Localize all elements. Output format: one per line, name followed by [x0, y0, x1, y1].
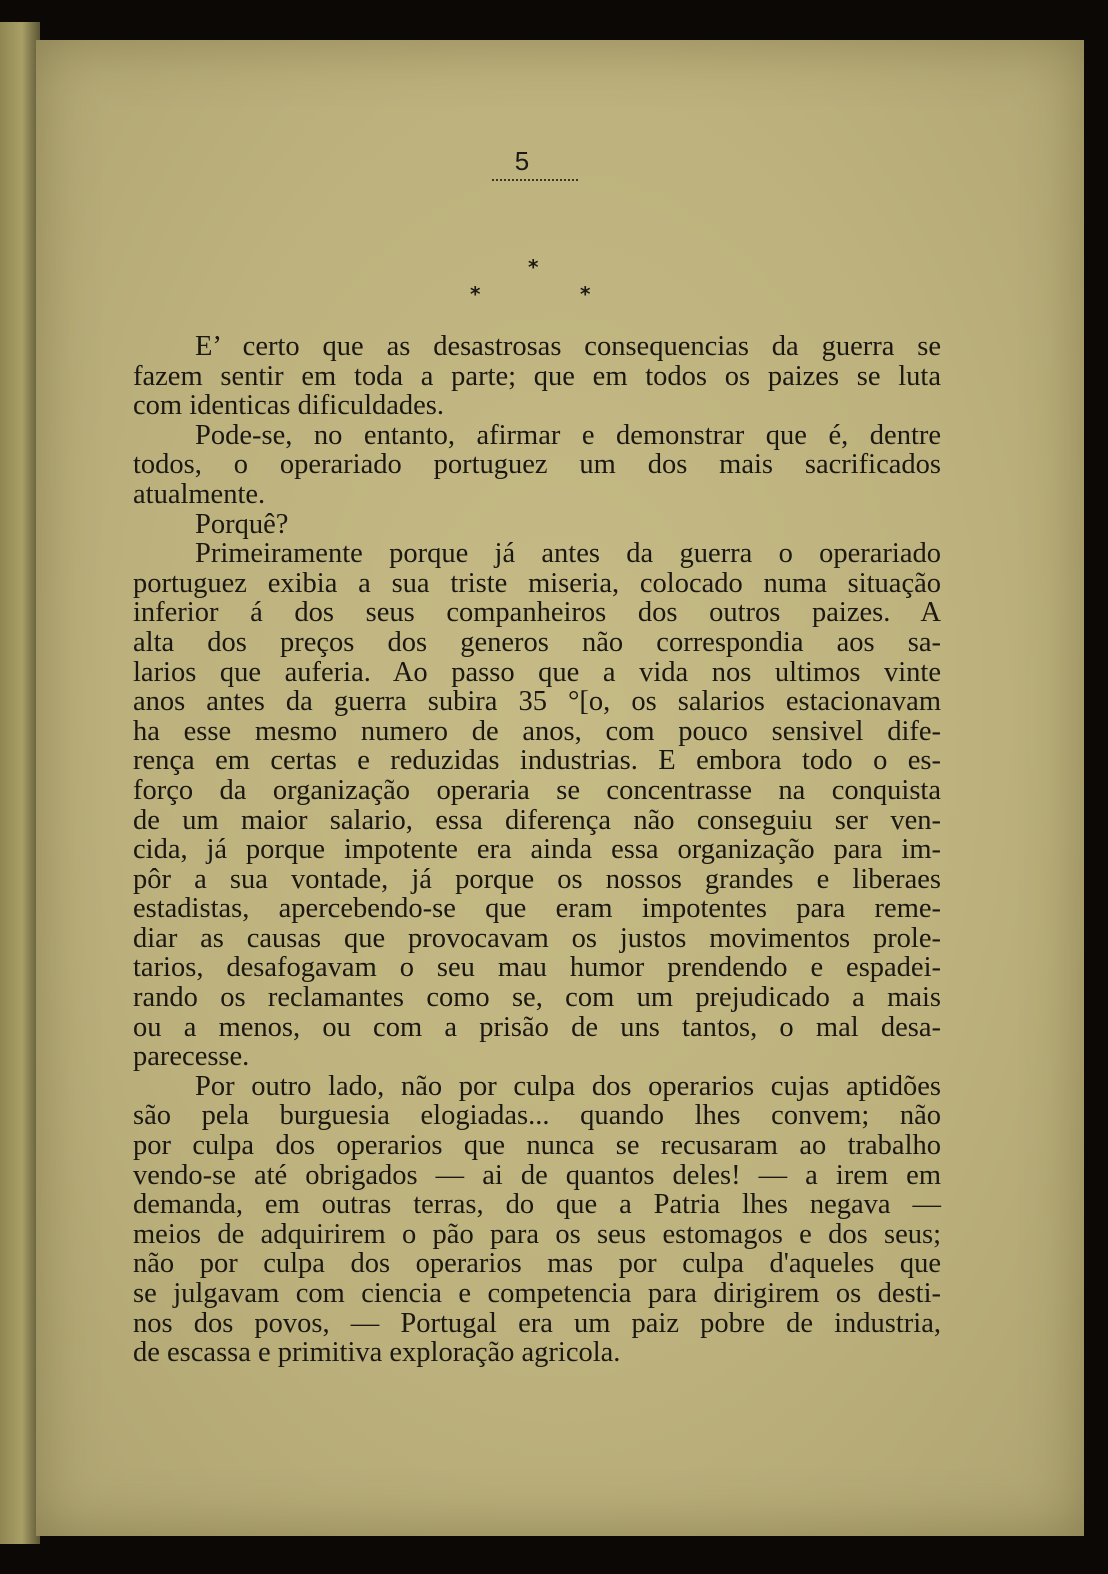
text-line: larios que auferia. Ao passo que a vida nos ultimos vinte: [133, 656, 941, 688]
text-line: vendo-se até obrigados — ai de quantos deles! — a irem em: [133, 1159, 941, 1191]
text-line: são pela burguesia elogiadas... quando lhes convem; não: [133, 1100, 941, 1132]
text-line: se julgavam com ciencia e competencia para dirigirem os desti-: [133, 1278, 941, 1309]
text-line: rença em certas e reduzidas industrias. E embora todo o es-: [133, 745, 941, 777]
text-line: nos dos povos, — Portugal era um paiz pobre de industria,: [133, 1307, 941, 1339]
text-line: atualmente.: [133, 478, 266, 510]
text-line: de escassa e primitiva exploração agricola.: [133, 1337, 621, 1369]
text-line: todos, o operariado portuguez um dos mais sacrificados: [133, 449, 941, 481]
text-line: forço da organização operaria se concentrasse na conquista: [133, 774, 941, 806]
text-line: alta dos preços dos generos não correspondia aos sa-: [133, 626, 941, 658]
page-number: 5: [514, 146, 530, 176]
text-line: cida, já porque impotente era ainda essa organização para im-: [133, 834, 941, 866]
text-line: tarios, desafogavam o seu mau humor prendendo e espadei-: [133, 952, 941, 984]
text-line: Pode-se, no entanto, afirmar e demonstrar que é, dentre: [195, 419, 941, 451]
text-line: estadistas, apercebendo-se que eram impotentes para reme-: [133, 893, 941, 925]
left-page-edge: [0, 22, 40, 1544]
ornament-asterisk-top: *: [528, 255, 539, 279]
text-line: demanda, em outras terras, do que a Patria lhes negava —: [133, 1189, 941, 1221]
text-line: de um maior salario, essa diferença não conseguiu ser ven-: [133, 804, 941, 836]
text-line: não por culpa dos operarios mas por culpa d'aqueles que: [133, 1248, 941, 1280]
text-line: ou a menos, ou com a prisão de uns tantos, o mal desa-: [133, 1011, 941, 1043]
text-line: fazem sentir em toda a parte; que em todos os paizes se luta: [133, 360, 941, 392]
text-line: pôr a sua vontade, já porque os nossos grandes e liberaes: [133, 863, 941, 895]
text-line: com identicas dificuldades.: [133, 390, 445, 422]
text-line: portuguez exibia a sua triste miseria, colocado numa situação: [133, 567, 941, 599]
ornament-asterisk-right: *: [580, 282, 591, 306]
text-line: rando os reclamantes como se, com um prejudicado a mais: [133, 982, 941, 1014]
body-text: [133, 332, 941, 1368]
page-number-rule: [492, 179, 578, 181]
text-line: ha esse mesmo numero de anos, com pouco sensivel dife-: [133, 715, 941, 747]
text-line: E’ certo que as desastrosas consequencias da guerra se: [195, 331, 941, 362]
text-line: por culpa dos operarios que nunca se recusaram ao trabalho: [133, 1130, 941, 1162]
text-line: Porquê?: [195, 508, 289, 540]
text-line: anos antes da guerra subira 35 °[o, os salarios estacionavam: [133, 686, 941, 718]
text-line: Por outro lado, não por culpa dos operarios cujas aptidões: [195, 1070, 941, 1102]
text-line: parecesse.: [133, 1041, 250, 1073]
text-line: Primeiramente porque já antes da guerra o operariado: [195, 538, 941, 570]
text-line: inferior á dos seus companheiros dos outros paizes. A: [133, 597, 941, 629]
text-line: diar as causas que provocavam os justos movimentos prole-: [133, 922, 941, 954]
text-line: meios de adquirirem o pão para os seus estomagos e dos seus;: [133, 1218, 941, 1250]
ornament-asterisk-left: *: [470, 282, 481, 306]
